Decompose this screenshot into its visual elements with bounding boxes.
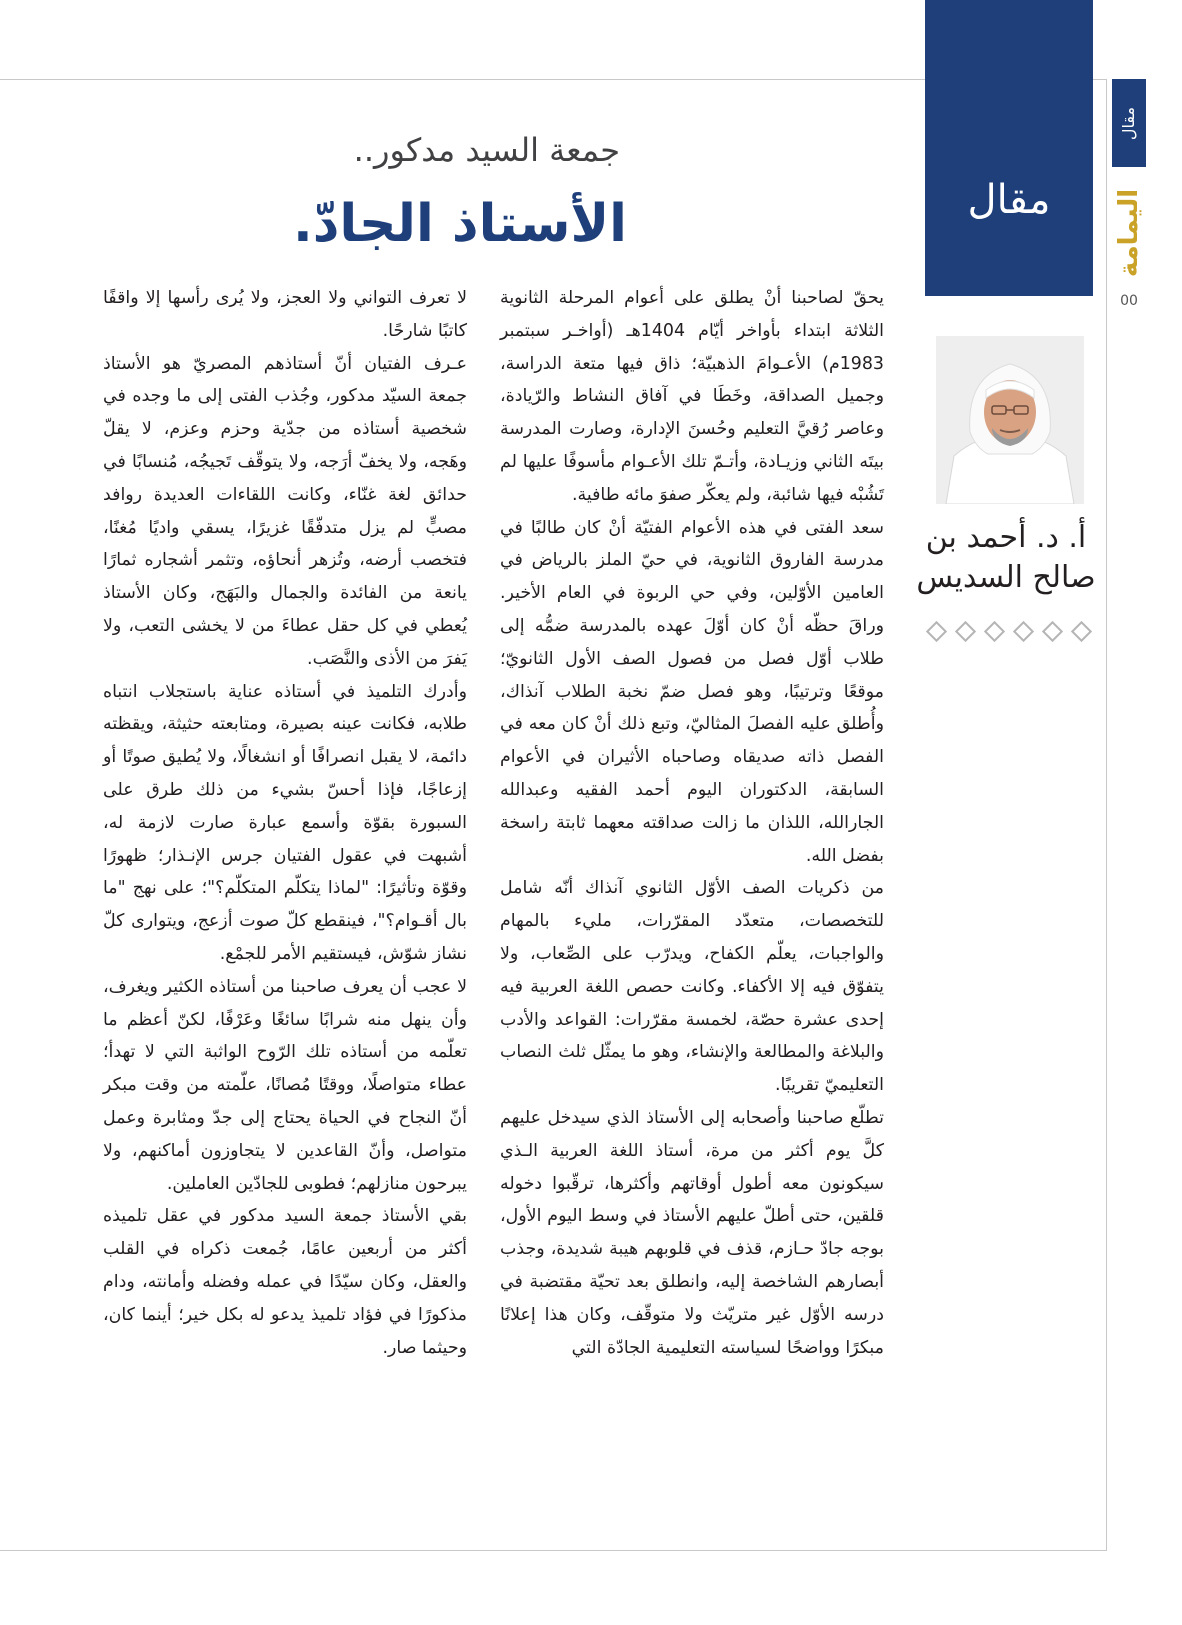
article-column-right	[500, 282, 884, 1364]
category-band	[925, 0, 1093, 296]
magazine-logo	[1112, 178, 1146, 288]
author-photo	[936, 336, 1084, 504]
side-section-label: مقال	[1119, 106, 1139, 140]
diamond-ornament-icon	[920, 620, 1098, 642]
paragraph: عـرف الفتيان أنّ أستاذهم المصريّ هو الأستاذ جمعة السيّد مدكور، وجُذب الفتى إلى ما وجده في شخصية أستاذه من جدّية وحزم وعزم، لا يقلّ وهَجه، ولا يخفّ أرَجه، ولا يتوقّف تَجيجُه، مُنسابًا في حدائق لغة غنّاء، وكانت اللقاءات العديدة روافد مصبٍّ لم يزل متدفّقًا غزيرًا، يسقي واديًا مُغنًا، فتخصب أرضه، وتُزهر أنحاؤه، وتثمر أشجاره ثمارًا يانعة من الفائدة والجمال والبَهَج، وكان الأستاذ يُعطي في كل حقل عطاءَ من لا يخشى التعب، ولا يَفرَ من الأذى والنَّصَب.	[103, 353, 467, 669]
diamond-ornament-icon	[935, 296, 1085, 318]
paragraph: يحقّ لصاحبنا أنْ يطلق على أعوام المرحلة الثانوية الثلاثة ابتداء بأواخر أيّام 1404هـ (أواخـر سبتمبر 1983م) الأعـوامَ الذهبيّة؛ ذاق فيها متعة الدراسة، وجميل الصداقة، وخَطَا في آفاق النشاط والرّيادة، وعاصر رُقيَّ التعليم وحُسنَ الإدارة، وصارت المدرسة بيتَه الثاني وزيـادة، وأتـمّ تلك الأعـوام مأسوفًا عليها لم تَشُبْه فيها شائبة، ولم يعكّر صفوَ مائه طافية.	[500, 288, 884, 505]
paragraph: بقي الأستاذ جمعة السيد مدكور في عقل تلميذه أكثر من أربعين عامًا، جُمعت ذكراه في القلب والعقل، وكان سيّدًا في عمله وفضله وأمانته، ودام مذكورًا في فؤاد تلميذ يدعو له بكل خير؛ أينما كان، وحيثما صار.	[103, 1206, 467, 1358]
paragraph: لا تعرف التواني ولا العجز، ولا يُرى رأسها إلا واقفًا كاتبًا شارحًا.	[103, 288, 467, 341]
author-name-line-2: صالح السديس	[916, 560, 1096, 595]
paragraph: وأدرك التلميذ في أستاذه عناية باستجلاب انتباه طلابه، فكانت عينه بصيرة، ومتابعته حثيثة، ويقظته دائمة، لا يقبل انصرافًا أو انشغالًا، ولا يُطيق صوتًا أو إزعاجًا، فإذا أحسّ بشيء من ذلك طرق على السبورة بقوّة وأسمع عبارة صارت لازمة له، أشبهت في عقول الفتيان جرس الإنـذار؛ ظهورًا وقوّة وتأثيرًا: "لماذا يتكلّم المتكلّم؟"؛ على نهج "ما بال أقـوام؟"، فينقطع كلّ صوت أزعج، ويتوارى كلّ نشاز شوّش، فيستقيم الأمر للجمْع.	[103, 681, 467, 964]
article-subtitle: جمعة السيد مدكور..	[353, 131, 620, 169]
page-number: 00	[1120, 293, 1138, 309]
paragraph: سعد الفتى في هذه الأعوام الفتيّة أنْ كان طالبًا في مدرسة الفاروق الثانوية، في حيّ الملز بالرياض في العامين الأوّلين، وفي حي الربوة في العام الأخير. وراقَ حظّه أنْ كان أوّلَ عهده بالمدرسة ضمُّه إلى طلاب أوّل فصل من فصول الصف الأول الثانويّ؛ موقعًا وترتيبًا، وهو فصل ضمّ نخبة الطلاب آنذاك، وأُطلق عليه الفصلَ المثاليّ، وتبع ذلك أنْ كان معه في الفصل ذاته صديقاه وصاحباه الأثيران في الأعوام السابقة، الدكتوران اليوم أحمد الفقيه وعبدالله الجارالله، اللذان ما زالت صداقته معهما ثابتة راسخة بفضل الله.	[500, 517, 884, 866]
paragraph: لا عجب أن يعرف صاحبنا من أستاذه الكثير ويغرف، وأن ينهل منه شرابًا سائغًا وعَرْفًا، لكنّ أعظم ما تعلّمه من أستاذه تلك الرّوح الواثبة التي لا تهدأ؛ عطاء متواصلًا، ووقتًا مُصانًا، علّمته من وقت مبكر أنّ النجاح في الحياة يحتاج إلى جدّ ومثابرة وعمل متواصل، وأنّ القاعدين لا يتجاوزون أماكنهم، ولا يبرحون منازلهم؛ فطوبى للجادّين العاملين.	[103, 976, 467, 1194]
category-label: مقال	[967, 177, 1051, 223]
author-portrait-image	[936, 336, 1084, 504]
article-title: الأستاذ الجادّ.	[292, 194, 627, 254]
article-column-left	[103, 282, 467, 1364]
page-frame-right	[1106, 79, 1107, 1551]
side-section-tab	[1112, 79, 1146, 167]
magazine-logo-text: اليمامة	[1113, 188, 1144, 278]
page-frame-bottom	[0, 1550, 1107, 1551]
paragraph: تطلّع صاحبنا وأصحابه إلى الأستاذ الذي سيدخل عليهم كلَّ يوم أكثر من مرة، أستاذ اللغة العربية الـذي سيكونون معه أطول أوقاتهم وأكثرها، ترقّبوا دخوله قلقين، حتى أطلّ عليهم الأستاذ في وسط اليوم الأول، بوجه جادّ حـازم، قذف في قلوبهم هيبة شديدة، وجذب أبصارهم الشاخصة إليه، وانطلق بعد تحيّة مقتضبة في درسه الأوّل غير متريّث ولا متوقّف، وكان هذا إعلانًا مبكرًا وواضحًا لسياسته التعليمية الجادّة التي	[500, 1107, 884, 1358]
paragraph: من ذكريات الصف الأوّل الثانوي آنذاك أنّه شامل للتخصصات، متعدّد المقرّرات، مليء بالمهام والواجبات، يعلّم الكفاح، ويدرّب على الصِّعاب، ولا يتفوّق فيه إلا الأكفاء. وكانت حصص اللغة العربية فيه إحدى عشرة حصّة، لخمسة مقرّرات: القواعد والأدب والبلاغة والمطالعة والإنشاء، وهو ما يمثّل ثلث النصاب التعليميّ تقريبًا.	[500, 878, 884, 1096]
author-name-line-1: أ. د. أحمد بن	[925, 520, 1087, 555]
author-name	[916, 518, 1096, 598]
